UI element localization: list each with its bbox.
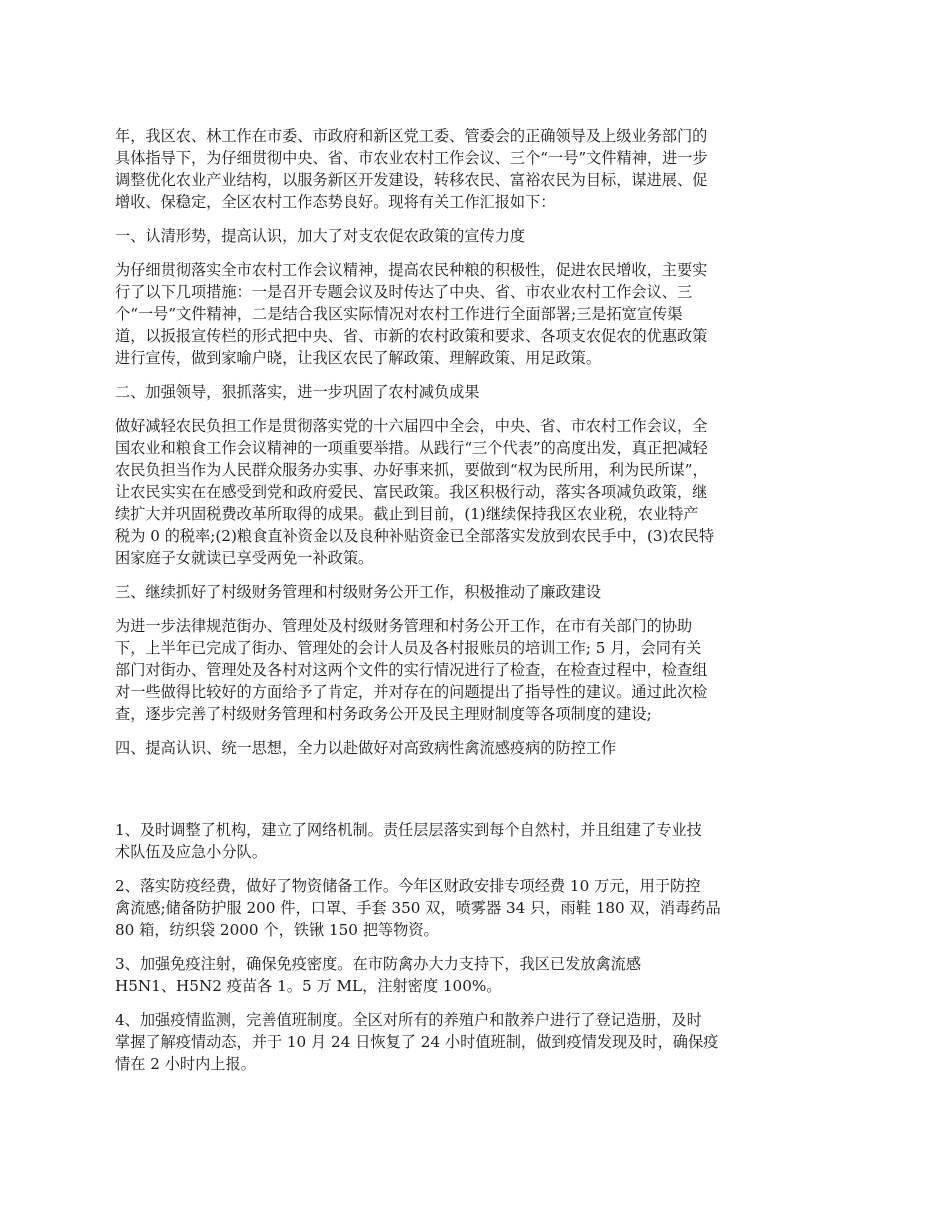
section-2-heading: 二、加强领导，狠抓落实，进一步巩固了农村减负成果 (115, 383, 480, 401)
intro-paragraph: 年，我区农、林工作在市委、市政府和新区党工委、管委会的正确领导及上级业务部门的 具体指导下，为仔细贯彻中央、省、市农业农村工作会议、三个“一号”文件精神，进一步 调整优化农业产业结构，以服务新区开发建设，转移农民、富裕农民为目标，谋进展、促 增收、保稳定，全区农村工作态势良好。现将有关工作汇报如下： (115, 127, 708, 211)
list-item-1: 1、及时调整了机构，建立了网络机制。责任层层落实到每个自然村，并且组建了专业技 术队伍及应急小分队。 (115, 821, 702, 861)
section-2-body: 做好减轻农民负担工作是贯彻落实党的十六届四中全会，中央、省、市农村工作会议，全 国农业和粮食工作会议精神的一项重要举措。从践行“三个代表”的高度出发，真正把减轻 农民负担当作为人民群众服务办实事、办好事来抓，要做到“权为民所用，利为民所谋”， 让农民实实在在感受到党和政府爱民、富民政策。我区积极行动，落实各项减负政策，继 续扩大并巩固税费改革所取得的成果。截止到目前，(1)继续保持我区农业税，农业特产 税为 0 的税率;(2)粮食直补资金以及良种补贴资金已全部落实发放到农民手中，(3)农民特 困家庭子女就读已享受两免一补政策。 (115, 417, 715, 567)
list-item-4: 4、加强疫情监测，完善值班制度。全区对所有的养殖户和散养户进行了登记造册，及时 掌握了解疫情动态，并于 10 月 24 日恢复了 24 小时值班制，做到疫情发现及时，确保疫 情在 2 小时内上报。 (115, 1011, 719, 1073)
document-page (115, 125, 840, 1087)
list-item-3: 3、加强免疫注射，确保免疫密度。在市防禽办大力支持下，我区已发放禽流感 H5N1、H5N2 疫苗各 1。5 万 ML，注射密度 100%。 (115, 955, 642, 995)
list-item-2: 2、落实防疫经费，做好了物资储备工作。今年区财政安排专项经费 10 万元，用于防控 禽流感;储备防护服 200 件，口罩、手套 350 双，喷雾器 34 只，雨鞋 180 双，消毒药品 80 箱，纺织袋 2000 个，铁锹 150 把等物资。 (115, 877, 721, 939)
section-1-heading: 一、认清形势，提高认识，加大了对支农促农政策的宣传力度 (115, 227, 526, 245)
section-spacer (115, 771, 840, 819)
section-3-body: 为进一步法律规范街办、管理处及村级财务管理和村务公开工作，在市有关部门的协助 下，上半年已完成了街办、管理处的会计人员及各村报账员的培训工作; 5 月，会同有关 部门对街办、管理处及各村对这两个文件的实行情况进行了检查，在检查过程中，检查组 对一些做得比较好的方面给予了肯定，并对存在的问题提出了指导性的建议。通过此次检 查，逐步完善了村级财务管理和村务政务公开及民主理财制度等各项制度的建设; (115, 617, 708, 723)
section-3-heading: 三、继续抓好了村级财务管理和村级财务公开工作，积极推动了廉政建设 (115, 583, 601, 601)
section-4-heading: 四、提高认识、统一思想，全力以赴做好对高致病性禽流感疫病的防控工作 (115, 739, 617, 757)
section-1-body: 为仔细贯彻落实全市农村工作会议精神，提高农民种粮的积极性，促进农民增收，主要实 行了以下几项措施：一是召开专题会议及时传达了中央、省、市农业农村工作会议、三 个“一号”文件精神，二是结合我区实际情况对农村工作进行全面部署;三是拓宽宣传渠 道，以扳报宣传栏的形式把中央、省、市新的农村政策和要求、各项支农促农的优惠政策 进行宣传，做到家喻户晓，让我区农民了解政策、理解政策、用足政策。 (115, 261, 708, 367)
